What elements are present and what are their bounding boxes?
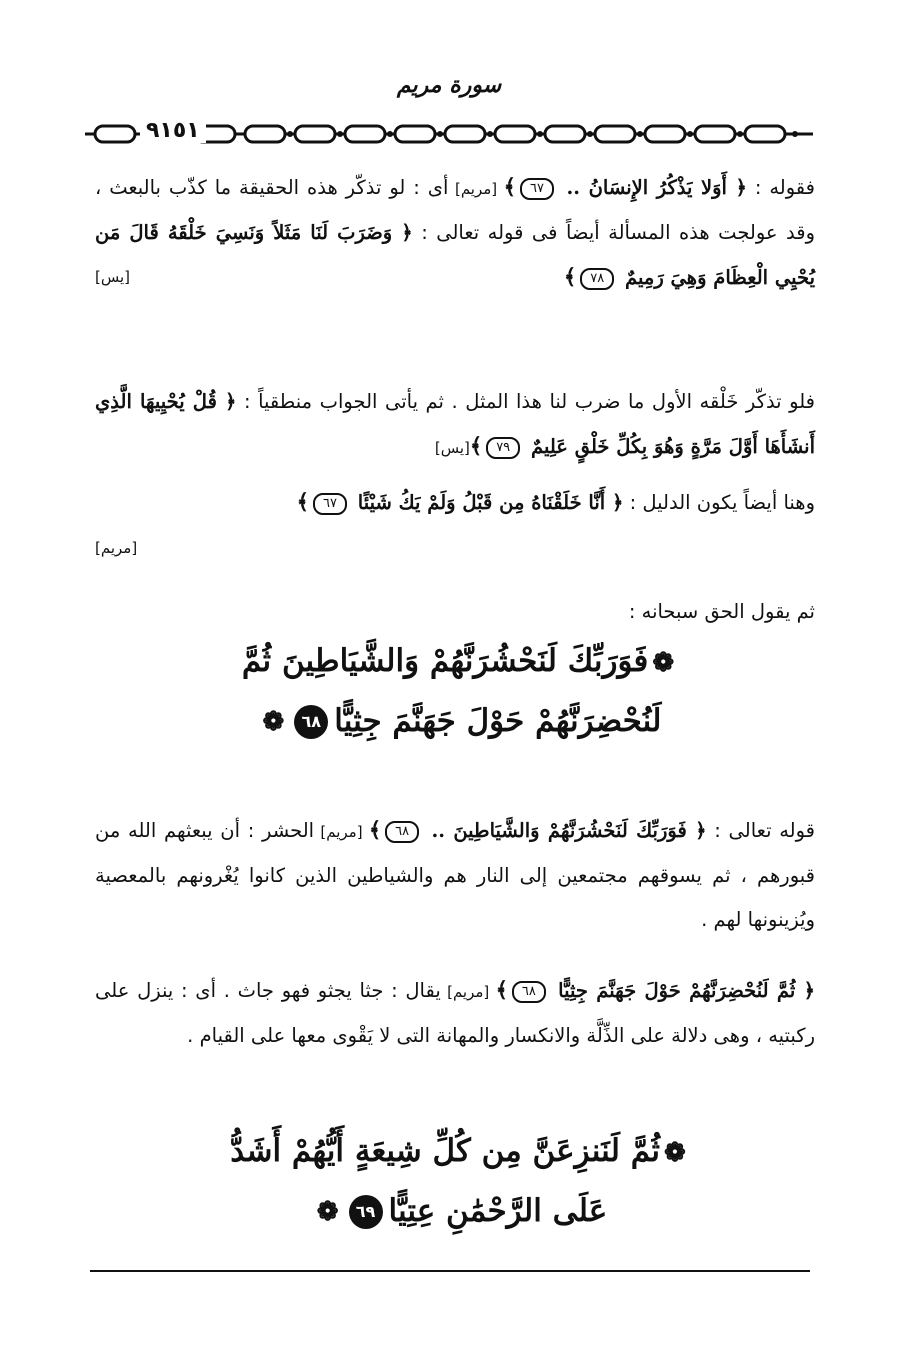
verse-69-line2: عَلَى الرَّحْمَٰنِ عِتِيًّا	[388, 1192, 608, 1229]
verse-68-line1: فَوَرَبِّكَ لَنَحْشُرَنَّهُمْ وَالشَّيَاطِينَ ثُمَّ	[241, 643, 649, 679]
verse-open-ornament-icon: ❁	[652, 647, 675, 678]
p1-ref: [مريم]	[448, 180, 504, 198]
verse-69-block	[225, 1122, 695, 1241]
p5-ref: [مريم]	[440, 983, 496, 1001]
p5-verse: ﴿ ثُمَّ لَنُحْضِرَنَّهُمْ حَوْلَ جَهَنَّمَ جِثِيًّا	[549, 979, 816, 1002]
p2-verse: ﴿ قُلْ يُحْيِيهَا الَّذِي أَنشَأَهَا أَوَّلَ مَرَّةٍ وَهُوَ بِكُلِّ خَلْقٍ عَلِيمٌ	[95, 390, 815, 458]
ayah-number-badge: ٦٨	[385, 821, 419, 843]
ayah-number-badge: ٦٧	[313, 493, 347, 515]
verse-68-block	[225, 632, 695, 751]
ayah-number-badge: ٦٨	[512, 981, 546, 1003]
p1-verse2: ﴿ وَضَرَبَ لَنَا مَثَلاً وَنَسِيَ خَلْقَهُ قَالَ مَن يُحْيِي الْعِظَامَ وَهِيَ رَمِيمٌ	[95, 221, 815, 289]
p4-ref: [مريم]	[314, 823, 369, 841]
p3-text: وهنا أيضاً يكون الدليل :	[623, 491, 815, 514]
paragraph-1	[95, 165, 815, 300]
p1-lead: فقوله :	[746, 176, 815, 199]
ayah-68-number-badge: ٦٨	[294, 705, 328, 739]
surah-title: سورة مريم	[396, 72, 502, 98]
paragraph-2	[95, 380, 815, 470]
ayah-number-badge: ٦٧	[520, 178, 554, 200]
p5-rest: يقال : جثا يجثو فهو جاث . أى : ينزل على ركبتيه ، وهى دلالة على الذِّلَّة والانكسار والمهانة التى لا يَقْوى معها على القيام .	[95, 979, 815, 1047]
ayah-69-number-badge: ٦٩	[349, 1195, 383, 1229]
p2-text: فلو تذكّر خَلْقه الأول ما ضرب لنا هذا المثل . ثم يأتى الجواب منطقياً :	[236, 390, 815, 413]
p1-ref2: [يس]	[95, 268, 131, 286]
page-number: ٩١٥١	[140, 118, 206, 143]
p3-ref: [مريم]	[95, 539, 138, 557]
verse-68-line2: لَنُحْضِرَنَّهُمْ حَوْلَ جَهَنَّمَ جِثِيًّا	[334, 702, 662, 739]
p1-verse: ﴿ أَوَلا يَذْكُرُ الإِنسَانُ ..	[557, 176, 747, 199]
p4-verse-close: ﴾	[368, 817, 382, 842]
p4-verse: ﴿ فَوَرَبِّكَ لَنَحْشُرَنَّهُمْ وَالشَّيَاطِينَ ..	[423, 819, 707, 842]
verse-open-ornament-icon: ❁	[663, 1137, 686, 1168]
intro-line	[95, 590, 815, 634]
p4-rest: الحشر : أن يبعثهم الله من قبورهم ، ثم يسوقهم مجتمعين إلى النار هم والشياطين الذين كانوا يُغْرونهم بالمعصية ويُزينونها لهم .	[95, 819, 815, 931]
p1-verse2-close: ﴾	[563, 264, 577, 289]
p2-ref: [يس]	[434, 439, 470, 457]
p1-verse-close: ﴾	[503, 174, 516, 199]
paragraph-5	[95, 968, 815, 1058]
ayah-number-badge: ٧٩	[486, 437, 520, 459]
paragraph-3	[95, 480, 815, 570]
p4-lead: قوله تعالى :	[706, 819, 815, 842]
paragraph-4	[95, 808, 815, 942]
verse-close-ornament-icon: ❁	[262, 707, 285, 737]
p2-verse-close: ﴾	[469, 433, 483, 458]
p5-verse-close: ﴾	[495, 977, 508, 1002]
bottom-divider	[90, 1270, 810, 1272]
intro-text: ثم يقول الحق سبحانه :	[628, 600, 815, 623]
ayah-number-badge: ٧٨	[580, 268, 614, 290]
p1-rest: أى : لو تذكّر هذه الحقيقة ما كذّب بالبعث ، وقد عولجت هذه المسألة أيضاً فى قوله تعالى :	[95, 176, 816, 244]
verse-close-ornament-icon: ❁	[316, 1197, 339, 1227]
p3-verse-close: ﴾	[296, 489, 309, 514]
verse-69-line1: ثُمَّ لَنَنزِعَنَّ مِن كُلِّ شِيعَةٍ أَيُّهُمْ أَشَدُّ	[230, 1133, 660, 1169]
p3-verse: ﴿ أَنَّا خَلَقْنَاهُ مِن قَبْلُ وَلَمْ يَكُ شَيْئًا	[350, 491, 624, 514]
